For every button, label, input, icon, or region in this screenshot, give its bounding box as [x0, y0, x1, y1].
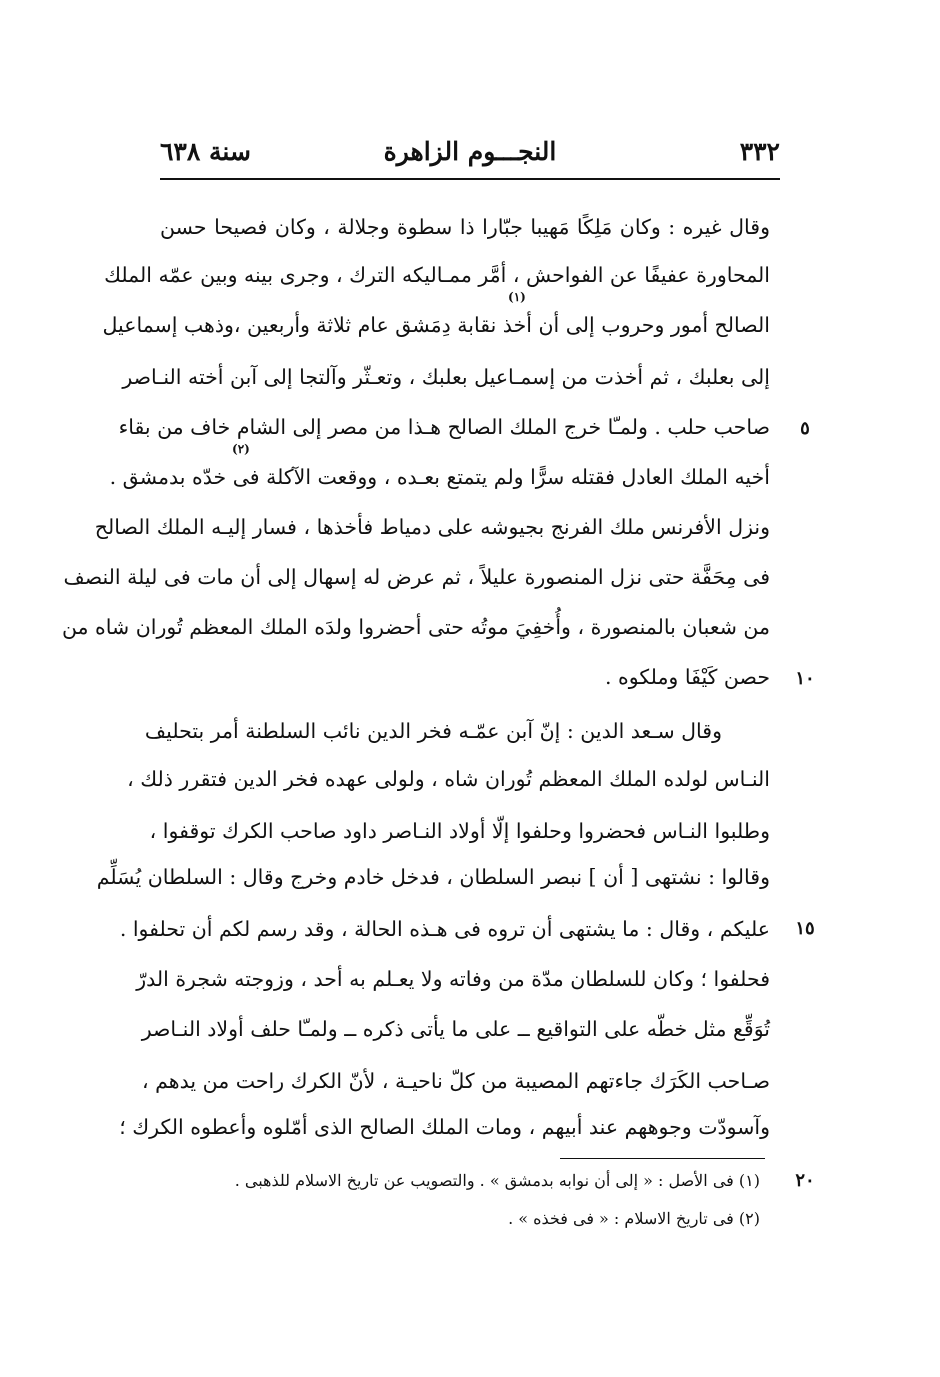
text-line: تُوَقِّع مثل خطّه على التواقيع ــ على ما يأتى ذكره ــ ولمـّا حلف أولاد النـاصر	[141, 1017, 770, 1041]
text-line: وطلبوا النـاس فحضروا وحلفوا إلّا أولاد النـاصر داود صاحب الكرك توقفوا ،	[149, 819, 770, 843]
line-number-20: ٢٠	[795, 1170, 815, 1191]
text-line: وآسودّت وجوههم عند أبيهم ، ومات الملك الصالح الذى أمّلوه وأعطوه الكرك ؛	[119, 1115, 770, 1139]
footnote-rule	[560, 1158, 765, 1159]
text-line: من شعبان بالمنصورة ، وأُخفِيَ موتُه حتى أحضروا ولدَه الملك المعظم تُوران شاه من	[61, 615, 770, 639]
footnote-marker-2: (٢)	[232, 442, 250, 456]
page-number: ٣٣٢	[739, 137, 780, 166]
footnote-2: (٢) فى تاريخ الاسلام : « فى فخذه » .	[508, 1209, 760, 1228]
footnote-marker-1: (١)	[508, 290, 526, 304]
text-line: أخيه الملك العادل فقتله سرًّا ولم يتمتع بعـده ، ووقعت الآكلة فى خدّه بدمشق .	[109, 465, 770, 489]
line-number-10: ١٠	[795, 668, 815, 689]
text-line: إلى بعلبك ، ثم أخذت من إسمـاعيل بعلبك ، وتعـثّر وآلتجا إلى آبن أخته النـاصر	[122, 365, 770, 389]
text-line: حصن كَيْفَا وملكوه .	[604, 665, 770, 689]
text-line: صاحب حلب . ولمـّا خرج الملك الصالح هـذا من مصر إلى الشام خاف من بقاء	[118, 415, 770, 439]
text-line: وقال سـعد الدين : إنّ آبن عمّـه فخر الدين نائب السلطنة أمر بتحليف	[144, 719, 722, 743]
text-line: عليكم ، وقال : ما يشتهى أن تروه فى هـذه الحالة ، وقد رسم لكم أن تحلفوا .	[119, 917, 770, 941]
year-label: سنة ٦٣٨	[160, 137, 251, 166]
text-line: الصالح أمور وحروب إلى أن أخذ نقابة دِمَشق عام ثلاثة وأربعين ،وذهب إسماعيل	[102, 313, 770, 337]
text-line: وقال غيره : وكان مَلِكًا مَهيبا جبّارا ذا سطوة وجلالة ، وكان فصيحا حسن	[160, 215, 770, 239]
header-rule	[160, 178, 780, 180]
text-line: فحلفوا ؛ وكان للسلطان مدّة من وفاته ولا يعـلم به أحد ، وزوجته شجرة الدرّ	[136, 967, 770, 991]
text-line: فى مِحَفَّة حتى نزل المنصورة عليلاً ، ثم عرض له إسهال إلى أن مات فى ليلة النصف	[63, 565, 770, 589]
line-number-5: ٥	[800, 418, 810, 439]
text-line: النـاس لولده الملك المعظم تُوران شاه ، ولولى عهده فخر الدين فتقرر ذلك ،	[127, 767, 770, 791]
footnote-1: (١) فى الأصل : « إلى أن نوابه بدمشق » . والتصويب عن تاريخ الاسلام للذهبى .	[234, 1171, 760, 1190]
text-line: وقالوا : نشتهى [ أن ] نبصر السلطان ، فدخل خادم وخرج وقال : السلطان يُسَلِّم	[96, 865, 770, 889]
text-line: صـاحب الكَرَك جاءتهم المصيبة من كلّ ناحيـة ، لأنّ الكرك راحت من يدهم ،	[142, 1069, 770, 1093]
running-title: النجـــوم الزاهرة	[383, 137, 557, 166]
text-line: ونزل الأفرنس ملك الفرنج بجيوشه على دمياط فأخذها ، فسار إليـه الملك الصالح	[94, 515, 770, 539]
text-line: المحاورة عفيفًا عن الفواحش ، أمَّر ممـاليكه الترك ، وجرى بينه وبين عمّه الملك	[104, 263, 770, 287]
line-number-15: ١٥	[795, 918, 815, 939]
page-header	[160, 132, 780, 176]
